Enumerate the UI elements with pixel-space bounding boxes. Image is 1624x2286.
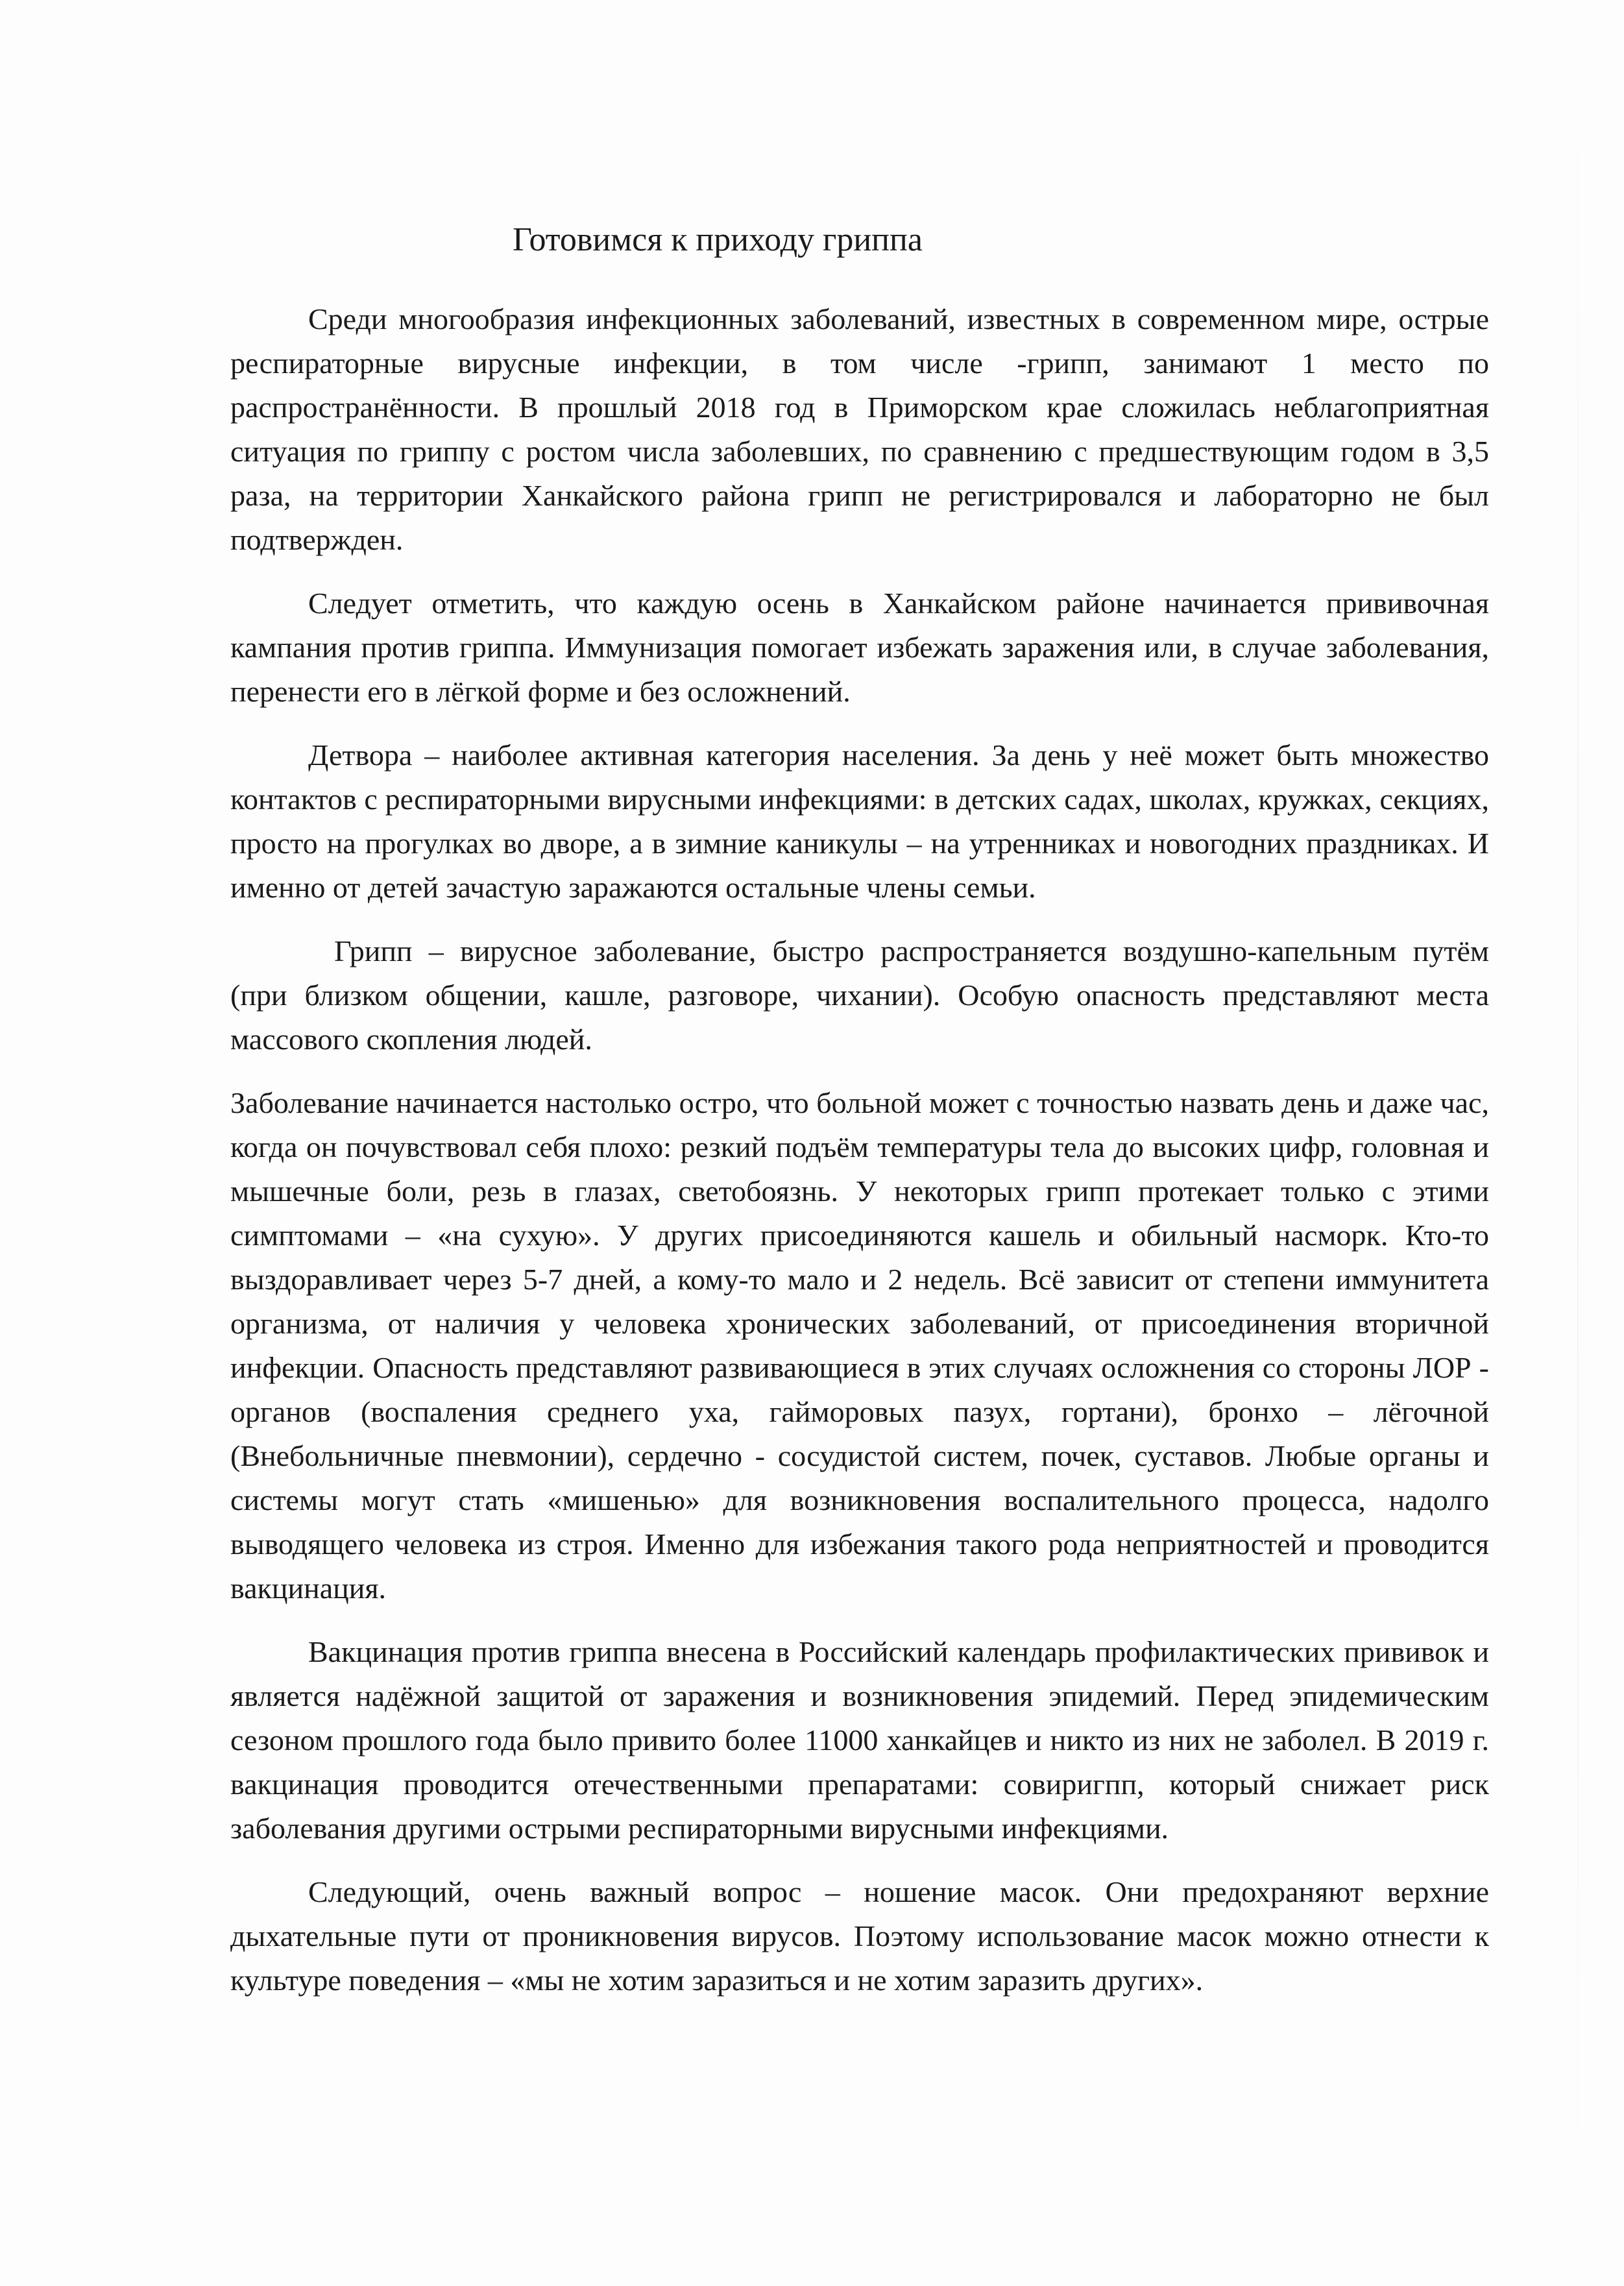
page-title: Готовимся к приходу гриппа bbox=[513, 221, 923, 258]
paragraph-vaccination-campaign: Следует отметить, что каждую осень в Ханкайском районе начинается прививочная кампания против гриппа. Иммунизация помогает избежать заражения или, в случае заболевания, перенести его в лёгкой форме и без осложнений. bbox=[230, 587, 1489, 708]
paragraph-children: Детвора – наиболее активная категория населения. За день у неё может быть множество контактов с респираторными вирусными инфекциями: в детских садах, школах, кружках, секциях, просто на прогулках во дворе, а в зимние каникулы – на утренниках и новогодних праздниках. И именно от детей зачастую заражаются остальные члены семьи. bbox=[230, 738, 1489, 904]
document-body bbox=[230, 214, 1489, 2022]
paragraph-intro: Среди многообразия инфекционных заболеваний, известных в современном мире, острые респираторные вирусные инфекции, в том числе -грипп, занимают 1 место по распространённости. В прошлый 2018 год в Приморском крае сложилась неблагоприятная ситуация по гриппу с ростом числа заболевших, по сравнению с предшествующим годом в 3,5 раза, на территории Ханкайского района грипп не регистрировался и лабораторно не был подтвержден. bbox=[230, 302, 1489, 556]
scan-edge-shadow bbox=[1577, 0, 1579, 2286]
paragraph-masks: Следующий, очень важный вопрос – ношение масок. Они предохраняют верхние дыхательные пути от проникновения вирусов. Поэтому использование масок можно отнести к культуре поведения – «мы не хотим заразиться и не хотим заразить других». bbox=[230, 1875, 1489, 1997]
paragraph-vaccination-calendar: Вакцинация против гриппа внесена в Российский календарь профилактических прививок и является надёжной защитой от заражения и возникновения эпидемий. Перед эпидемическим сезоном прошлого года было привито более 11000 ханкайцев и никто из них не заболел. В 2019 г. вакцинация проводится отечественными препаратами: совиригпп, который снижает риск заболевания другими острыми респираторными вирусными инфекциями. bbox=[230, 1635, 1489, 1845]
paragraph-transmission: Грипп – вирусное заболевание, быстро распространяется воздушно-капельным путём (при близком общении, кашле, разговоре, чихании). Особую опасность представляют места массового скопления людей. bbox=[230, 934, 1489, 1056]
paragraph-symptoms: Заболевание начинается настолько остро, что больной может с точностью назвать день и даже час, когда он почувствовал себя плохо: резкий подъём температуры тела до высоких цифр, головная и мышечные боли, резь в глазах, светобоязнь. У некоторых грипп протекает только с этими симптомами – «на сухую». У других присоединяются кашель и обильный насморк. Кто-то выздоравливает через 5-7 дней, а кому-то мало и 2 недель. Всё зависит от степени иммунитета организма, от наличия у человека хронических заболеваний, от присоединения вторичной инфекции. Опасность представляют развивающиеся в этих случаях осложнения со стороны ЛОР - органов (воспаления среднего уха, гайморовых пазух, гортани), бронхо – лёгочной (Внебольничные пневмонии), сердечно - сосудистой систем, почек, суставов. Любые органы и системы могут стать «мишенью» для возникновения воспалительного процесса, надолго выводящего человека из строя. Именно для избежания такого рода неприятностей и проводится вакцинация. bbox=[230, 1086, 1489, 1605]
